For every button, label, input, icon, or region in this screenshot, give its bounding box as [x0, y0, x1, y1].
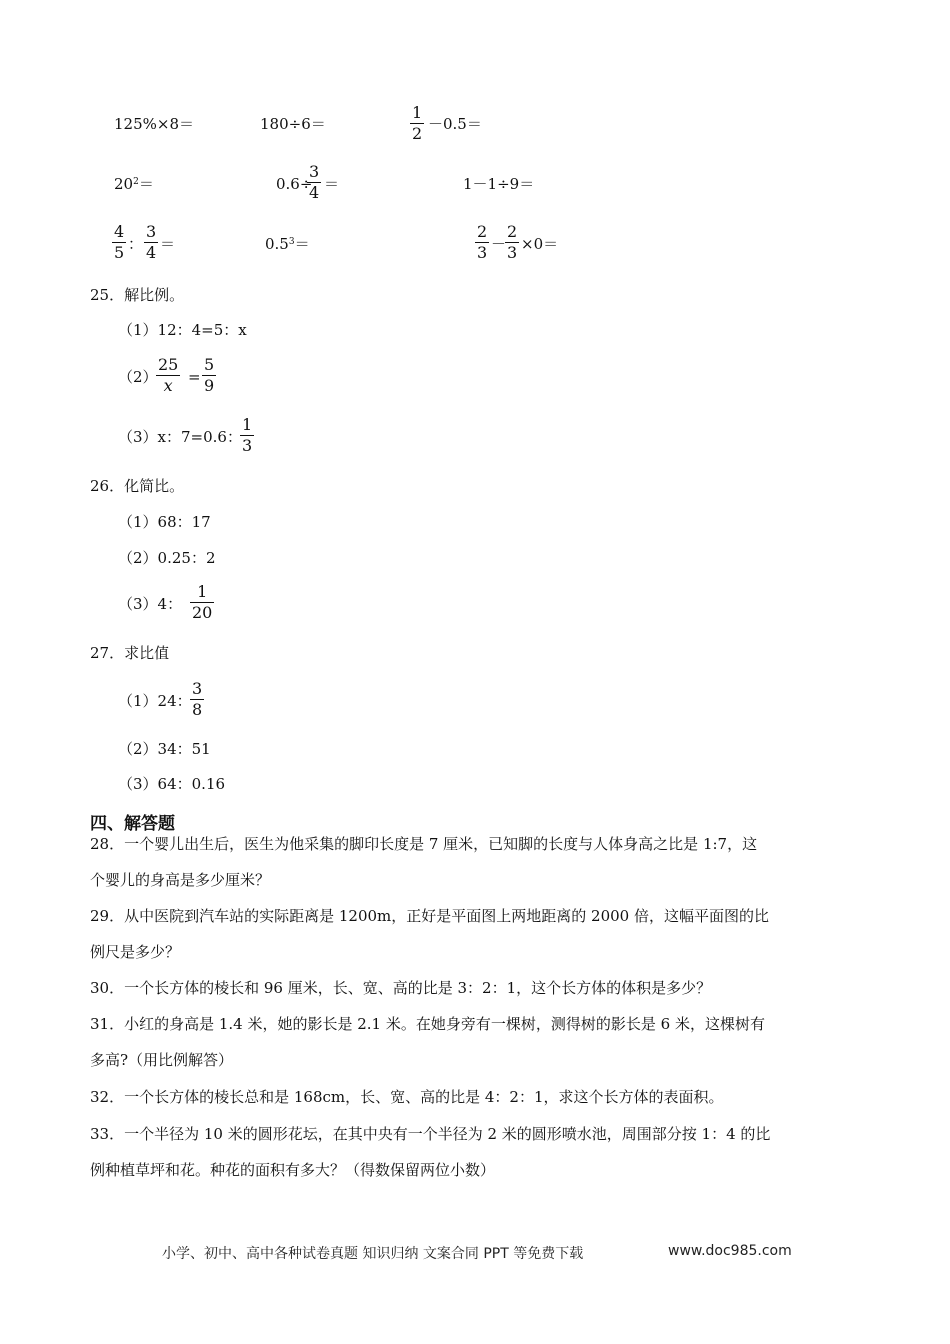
equals-sign: = [188, 368, 201, 386]
q31-line2: 多高?（用比例解答） [90, 1051, 234, 1069]
q33-line1: 33．一个半径为 10 米的圆形花坛，在其中央有一个半径为 2 米的圆形喷水池，周围部分按 1：4 的比 [90, 1125, 771, 1143]
q27-title: 27．求比值 [90, 644, 170, 662]
calc-r2-a: $20^2=$ [114, 175, 154, 193]
fraction: 3 4 [146, 222, 157, 262]
q33-line2: 例种植草坪和花。种花的面积有多大？（得数保留两位小数） [90, 1161, 496, 1179]
fraction: 2 3 [477, 222, 488, 262]
minus-sign: － [491, 235, 507, 253]
section-heading: 四、解答题 [90, 814, 175, 834]
calc-r2-b-head: 0.6÷ [276, 175, 313, 193]
q26-part1: （1）68：17 [118, 513, 211, 531]
calc-r3-b: $0.5^3=$ [265, 235, 310, 253]
numerator: 1 [412, 103, 423, 122]
calc-r2-b-tail: ＝ [324, 175, 340, 193]
fraction: 3 4 [309, 162, 320, 202]
calc-r3-c-tail: ×0＝ [521, 235, 559, 253]
footer-site-link[interactable]: www.doc985.com [668, 1243, 792, 1259]
q27-part2: （2）34：51 [118, 740, 211, 758]
q27-part1-label: （1）24： [118, 692, 192, 710]
fraction [410, 104, 424, 143]
q26-part3-label: （3）4： [118, 595, 183, 613]
q26-part2: （2）0.25：2 [118, 549, 216, 567]
q32-line1: 32．一个长方体的棱长总和是 168cm，长、宽、高的比是 4：2：1，求这个长方体的表面积。 [90, 1088, 724, 1106]
calc-r3-a-tail: ＝ [160, 235, 176, 253]
q25-title: 25．解比例。 [90, 286, 185, 304]
q31-line1: 31．小红的身高是 1.4 米，她的影长是 2.1 米。在她身旁有一棵树，测得树的影长是 6 米，这棵树有 [90, 1015, 765, 1033]
q29-line1: 29．从中医院到汽车站的实际距离是 1200m，正好是平面图上两地距离的 2000 倍，这幅平面图的比 [90, 907, 769, 925]
fraction: 1 20 [192, 582, 213, 622]
q25-part3-label: （3）x：7=0.6： [118, 428, 242, 446]
fraction: 1 3 [242, 415, 253, 455]
calc-r1-a: 125%×8＝ [114, 115, 194, 133]
q27-part3: （3）64：0.16 [118, 775, 226, 793]
q25-part1: （1）12：4=5：x [118, 321, 247, 339]
calc-r1-b: 180÷6＝ [260, 115, 326, 133]
fraction: 4 5 [114, 222, 125, 262]
fraction: 25 x [158, 355, 179, 395]
fraction: 5 9 [204, 355, 215, 395]
denominator: 2 [412, 124, 423, 143]
calc-r2-c: 1－1÷9＝ [463, 175, 535, 193]
footer-text: 小学、初中、高中各种试卷真题 知识归纳 文案合同 PPT 等免费下载 [162, 1246, 584, 1262]
q28-line2: 个婴儿的身高是多少厘米？ [90, 871, 271, 889]
ratio-colon: ： [128, 235, 144, 253]
q30-line1: 30．一个长方体的棱长和 96 厘米，长、宽、高的比是 3：2：1，这个长方体的体积是多少？ [90, 979, 712, 997]
q26-title: 26．化简比。 [90, 477, 185, 495]
calc-r1-c-tail: －0.5＝ [428, 115, 482, 133]
q28-line1: 28．一个婴儿出生后，医生为他采集的脚印长度是 7 厘米，已知脚的长度与人体身高之比是 1:7，这 [90, 835, 758, 853]
fraction: 2 3 [507, 222, 518, 262]
q29-line2: 例尺是多少？ [90, 943, 181, 961]
fraction: 3 8 [192, 679, 203, 719]
q25-part2-label: （2） [118, 368, 158, 386]
